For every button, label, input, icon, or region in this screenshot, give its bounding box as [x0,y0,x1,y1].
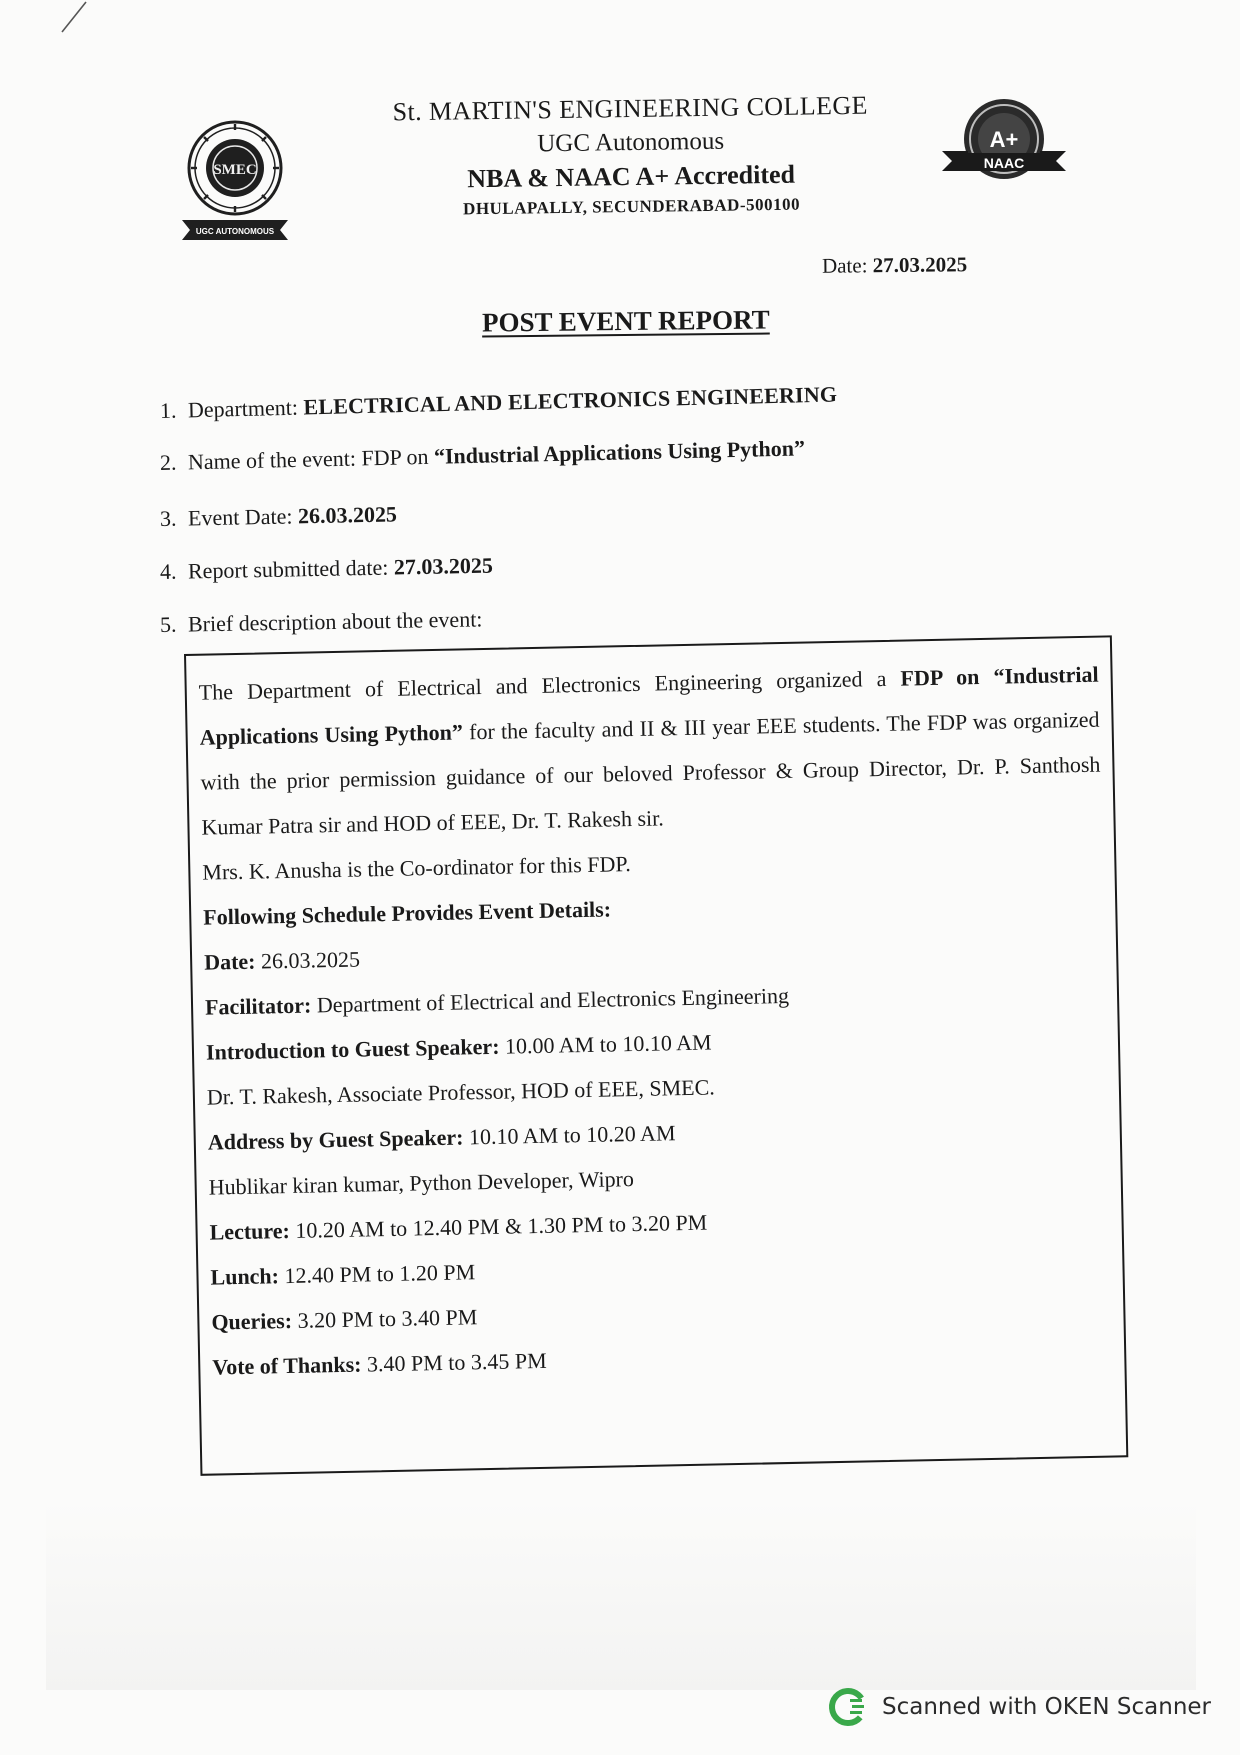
schedule-heading-text: Following Schedule Provides Event Details: [203,896,612,930]
naac-badge-icon [938,95,1070,195]
schedule-label: Facilitator: [204,992,312,1020]
field-number: 1. [159,397,177,423]
naac-grade-text: A+ [989,127,1019,152]
seal-center-text: SMEC [213,162,257,178]
schedule-label: Address by Guest Speaker: [207,1124,464,1155]
date-value: 27.03.2025 [872,252,968,278]
field-label: Name of the event: FDP on [187,443,429,475]
schedule-value: Dr. T. Rakesh, Associate Professor, HOD of EEE, SMEC. [206,1074,715,1110]
field-label: Event Date: [187,503,293,531]
college-status: UGC Autonomous [537,127,725,158]
schedule-value: 10.10 AM to 10.20 AM [468,1120,676,1150]
schedule-value: Hublikar kiran kumar, Python Developer, Wipro [208,1166,635,1200]
field-number: 3. [159,505,177,531]
schedule-value: 3.40 PM to 3.45 PM [366,1347,547,1377]
intro-text-continued: for the faculty and II & III year EEE students. The FDP was organized with the prior permission guidance of our beloved Professor & Group Director, Dr. P. Santhosh Kumar Patra sir and HOD of EEE, Dr. T. Rakesh sir. [200,706,1101,840]
field-department [160,381,838,424]
schedule-label: Vote of Thanks: [212,1351,362,1380]
scanner-text: Scanned with OKEN Scanner [882,1694,1211,1720]
seal-ribbon-text: UGC AUTONOMOUS [195,227,275,236]
scanner-watermark [828,1685,1211,1729]
field-number: 2. [159,449,177,475]
college-name: St. MARTIN'S ENGINEERING COLLEGE [392,90,868,127]
field-value: 26.03.2025 [297,501,398,529]
schedule-value: 26.03.2025 [260,946,361,974]
scan-shadow [46,1500,1196,1690]
field-value: 27.03.2025 [393,552,494,580]
intro-text: The Department of Electrical and Electronics Engineering organized a [198,665,887,705]
report-date [822,252,967,279]
schedule-label: Date: [203,948,256,975]
college-header [345,88,917,224]
field-label: Department: [187,394,299,423]
field-label: Report submitted date: [187,554,389,584]
schedule-label: Lecture: [209,1217,291,1245]
field-number: 5. [159,611,177,637]
schedule-value: Department of Electrical and Electronics Engineering [316,982,790,1018]
pen-mark [60,0,90,34]
description-intro [198,652,1101,850]
page-title: POST EVENT REPORT [481,304,770,338]
date-label: Date: [821,253,868,278]
field-value: ELECTRICAL AND ELECTRONICS ENGINEERING [303,381,838,420]
field-report-submitted-date [160,553,493,585]
field-label: Brief description about the event: [187,606,483,637]
schedule-label: Lunch: [210,1263,280,1290]
field-event-name [160,435,806,476]
intro-event-name: FDP on “Industrial Applications Using Python” [199,661,1099,750]
oken-scanner-icon [828,1687,868,1727]
schedule-value: 10.20 AM to 12.40 PM & 1.30 PM to 3.20 PM [295,1209,708,1243]
college-address: DHULAPALLY, SECUNDERABAD-500100 [462,194,801,219]
schedule-label: Introduction to Guest Speaker: [205,1033,500,1065]
description-box [184,635,1128,1475]
field-brief-description [160,606,483,638]
naac-ribbon-text: NAAC [983,155,1025,171]
field-event-date [160,501,397,532]
coordinator-line: Mrs. K. Anusha is the Co-ordinator for this FDP. [202,851,631,885]
college-seal-icon [180,118,290,243]
schedule-value: 10.00 AM to 10.10 AM [504,1029,712,1059]
field-value: “Industrial Applications Using Python” [433,435,806,469]
field-number: 4. [159,558,177,584]
description-content [198,652,1112,1390]
college-accreditation: NBA & NAAC A+ Accredited [467,159,796,194]
schedule-value: 12.40 PM to 1.20 PM [284,1259,476,1289]
schedule-value: 3.20 PM to 3.40 PM [297,1304,478,1333]
schedule-label: Queries: [211,1307,293,1335]
